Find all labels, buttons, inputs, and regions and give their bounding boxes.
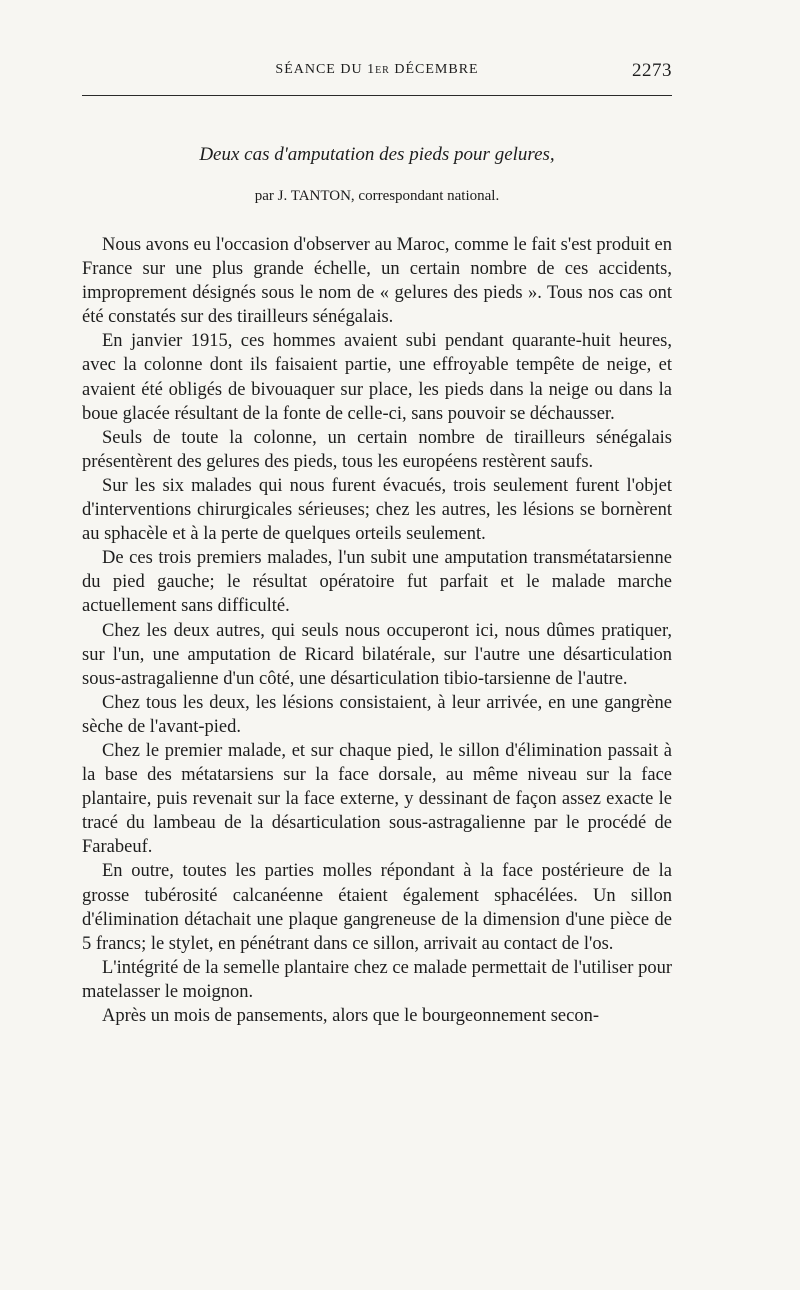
article-title: Deux cas d'amputation des pieds pour gelures, (199, 144, 555, 165)
paragraph-7: Chez tous les deux, les lésions consistaient, à leur arrivée, en une gangrène sèche de l'avant-pied. (82, 692, 672, 737)
article-author: par J. TANTON, correspondant national. (254, 188, 500, 204)
paragraph-8: Chez le premier malade, et sur chaque pied, le sillon d'élimination passait à la base des métatarsiens sur la face dorsale, au même niveau sur la face plantaire, puis revenait sur la face externe, y dessinant de façon assez exacte le tracé du lambeau de la désarticulation sous-astragalienne par le procédé de Farabeuf. (82, 740, 672, 858)
paragraph-11: Après un mois de pansements, alors que le bourgeonnement secon- (102, 1006, 599, 1026)
paragraph-3: Seuls de toute la colonne, un certain nombre de tirailleurs sénégalais présentèrent des gelures des pieds, tous les européens restèrent saufs. (82, 427, 672, 472)
paragraph-2: En janvier 1915, ces hommes avaient subi pendant quarante-huit heures, avec la colonne dont ils faisaient partie, une effroyable tempête de neige, et avaient été obligés de bivouaquer sur place, les pieds dans la neige ou dans la boue glacée résultant de la fonte de celle-ci, sans pouvoir se déchausser. (82, 331, 672, 424)
paragraph-6: Chez les deux autres, qui seuls nous occuperont ici, nous dûmes pratiquer, sur l'un, une amputation de Ricard bilatérale, sur l'autre une désarticulation sous-astragalienne d'un côté, une désarticulation tibio-tarsienne de l'autre. (82, 620, 672, 689)
paragraph-9: En outre, toutes les parties molles répondant à la face postérieure de la grosse tubérosité calcanéenne étaient également sphacélées. Un sillon d'élimination détachait une plaque gangreneuse de la dimension d'une pièce de 5 francs; le stylet, en pénétrant dans ce sillon, arrivait au contact de l'os. (82, 861, 672, 954)
paragraph-10: L'intégrité de la semelle plantaire chez ce malade permettait de l'utiliser pour matelasser le moignon. (82, 957, 672, 1002)
paragraph-1: Nous avons eu l'occasion d'observer au Maroc, comme le fait s'est produit en France sur une plus grande échelle, un certain nombre de ces accidents, improprement désignés sous le nom de « gelures des pieds ». Tous nos cas ont été constatés sur des tirailleurs sénégalais. (82, 235, 672, 328)
page-number: 2273 (632, 60, 672, 81)
paragraph-4: Sur les six malades qui nous furent évacués, trois seulement furent l'objet d'interventions chirurgicales sérieuses; chez les autres, les lésions se bornèrent au sphacèle et à la perte de quelques orteils seulement. (82, 475, 672, 545)
header-rule (82, 95, 672, 96)
running-title: SÉANCE DU 1er DÉCEMBRE (275, 62, 479, 77)
paragraph-5: De ces trois premiers malades, l'un subit une amputation transmétatarsienne du pied gauche; le résultat opératoire fut parfait et le malade marche actuellement sans difficulté. (82, 548, 672, 617)
running-header (82, 62, 672, 84)
article-body (82, 233, 672, 1028)
